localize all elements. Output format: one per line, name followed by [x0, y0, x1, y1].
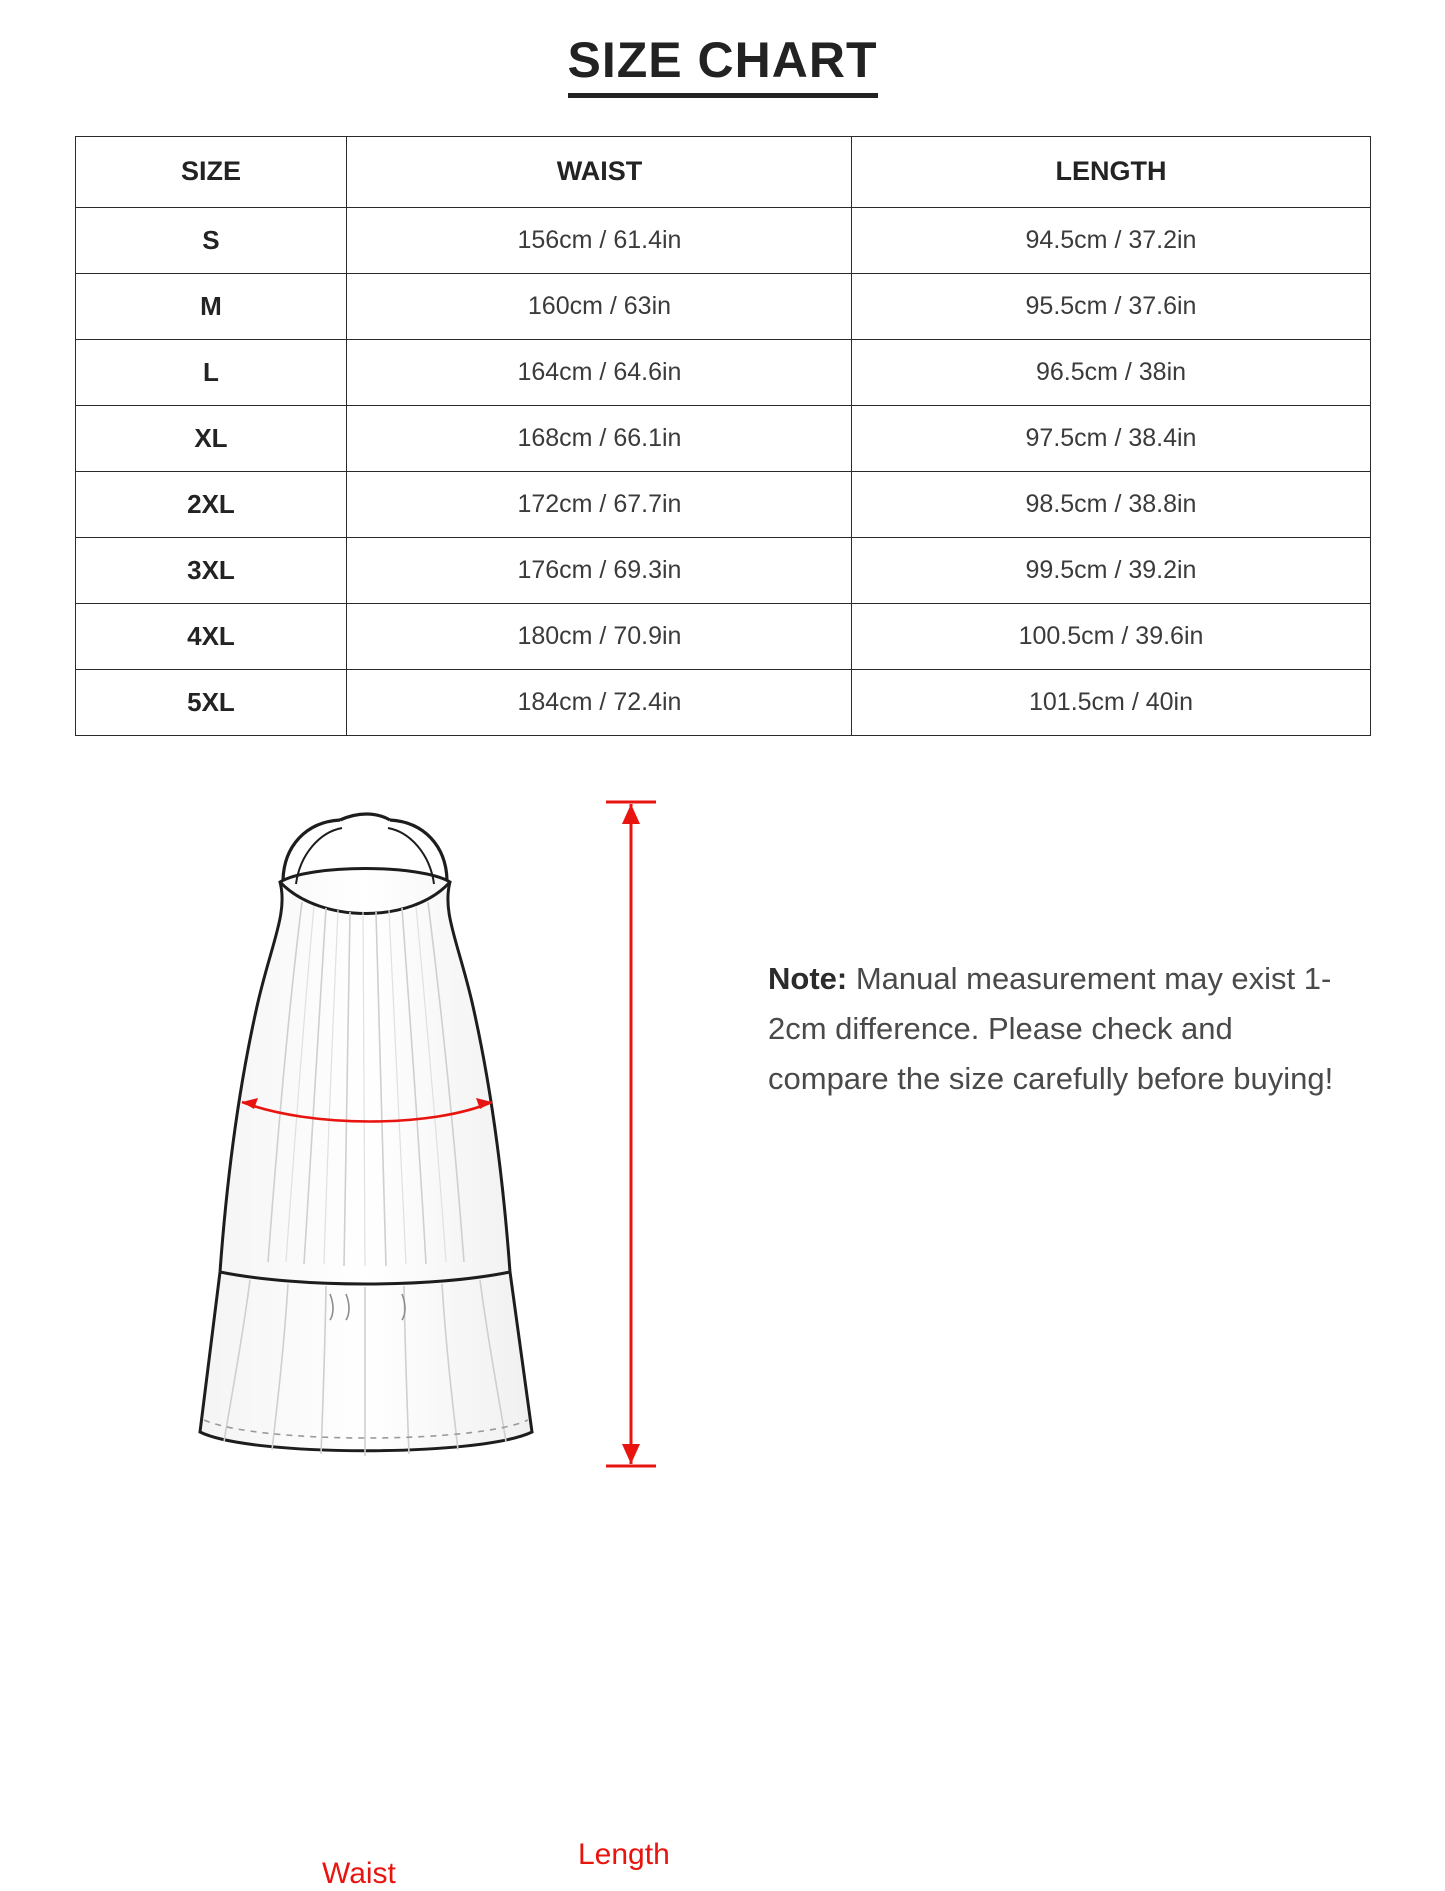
- column-header-size: SIZE: [75, 136, 347, 207]
- title-section: [0, 0, 1445, 98]
- cell-size: L: [75, 339, 347, 405]
- table-row: [75, 339, 1370, 405]
- cell-waist: 160cm / 63in: [347, 273, 852, 339]
- cell-length: 95.5cm / 37.6in: [852, 273, 1370, 339]
- table-header-row: [75, 136, 1370, 207]
- cell-size: 5XL: [75, 669, 347, 735]
- size-chart-table-wrapper: [75, 136, 1371, 736]
- table-row: [75, 405, 1370, 471]
- column-header-length: LENGTH: [852, 136, 1370, 207]
- cell-length: 100.5cm / 39.6in: [852, 603, 1370, 669]
- cell-waist: 164cm / 64.6in: [347, 339, 852, 405]
- cell-size: XL: [75, 405, 347, 471]
- table-row: [75, 471, 1370, 537]
- note-body: Manual measurement may exist 1-2cm difference. Please check and compare the size carefully before buying!: [768, 960, 1334, 1096]
- cell-length: 96.5cm / 38in: [852, 339, 1370, 405]
- table-row: [75, 207, 1370, 273]
- table-row: [75, 669, 1370, 735]
- cell-waist: 156cm / 61.4in: [347, 207, 852, 273]
- cell-length: 99.5cm / 39.2in: [852, 537, 1370, 603]
- cell-waist: 176cm / 69.3in: [347, 537, 852, 603]
- length-measure-label: Length: [578, 1837, 670, 1871]
- cell-length: 101.5cm / 40in: [852, 669, 1370, 735]
- column-header-waist: WAIST: [347, 136, 852, 207]
- cell-length: 98.5cm / 38.8in: [852, 471, 1370, 537]
- cell-waist: 172cm / 67.7in: [347, 471, 852, 537]
- cell-waist: 180cm / 70.9in: [347, 603, 852, 669]
- page-title: SIZE CHART: [568, 34, 878, 98]
- cell-size: 4XL: [75, 603, 347, 669]
- size-chart-table: [75, 136, 1371, 736]
- note-text: [768, 954, 1348, 1105]
- cell-size: 3XL: [75, 537, 347, 603]
- measurement-diagram-section: [0, 782, 1445, 1890]
- table-row: [75, 537, 1370, 603]
- cell-length: 94.5cm / 37.2in: [852, 207, 1370, 273]
- cell-size: M: [75, 273, 347, 339]
- table-row: [75, 273, 1370, 339]
- waist-measure-label: Waist: [322, 1856, 396, 1890]
- cell-length: 97.5cm / 38.4in: [852, 405, 1370, 471]
- cell-waist: 184cm / 72.4in: [347, 669, 852, 735]
- cell-waist: 168cm / 66.1in: [347, 405, 852, 471]
- dress-illustration: [180, 802, 560, 1482]
- cell-size: 2XL: [75, 471, 347, 537]
- note-prefix: Note:: [768, 960, 848, 996]
- cell-size: S: [75, 207, 347, 273]
- table-row: [75, 603, 1370, 669]
- length-measure-arrow: [596, 798, 666, 1470]
